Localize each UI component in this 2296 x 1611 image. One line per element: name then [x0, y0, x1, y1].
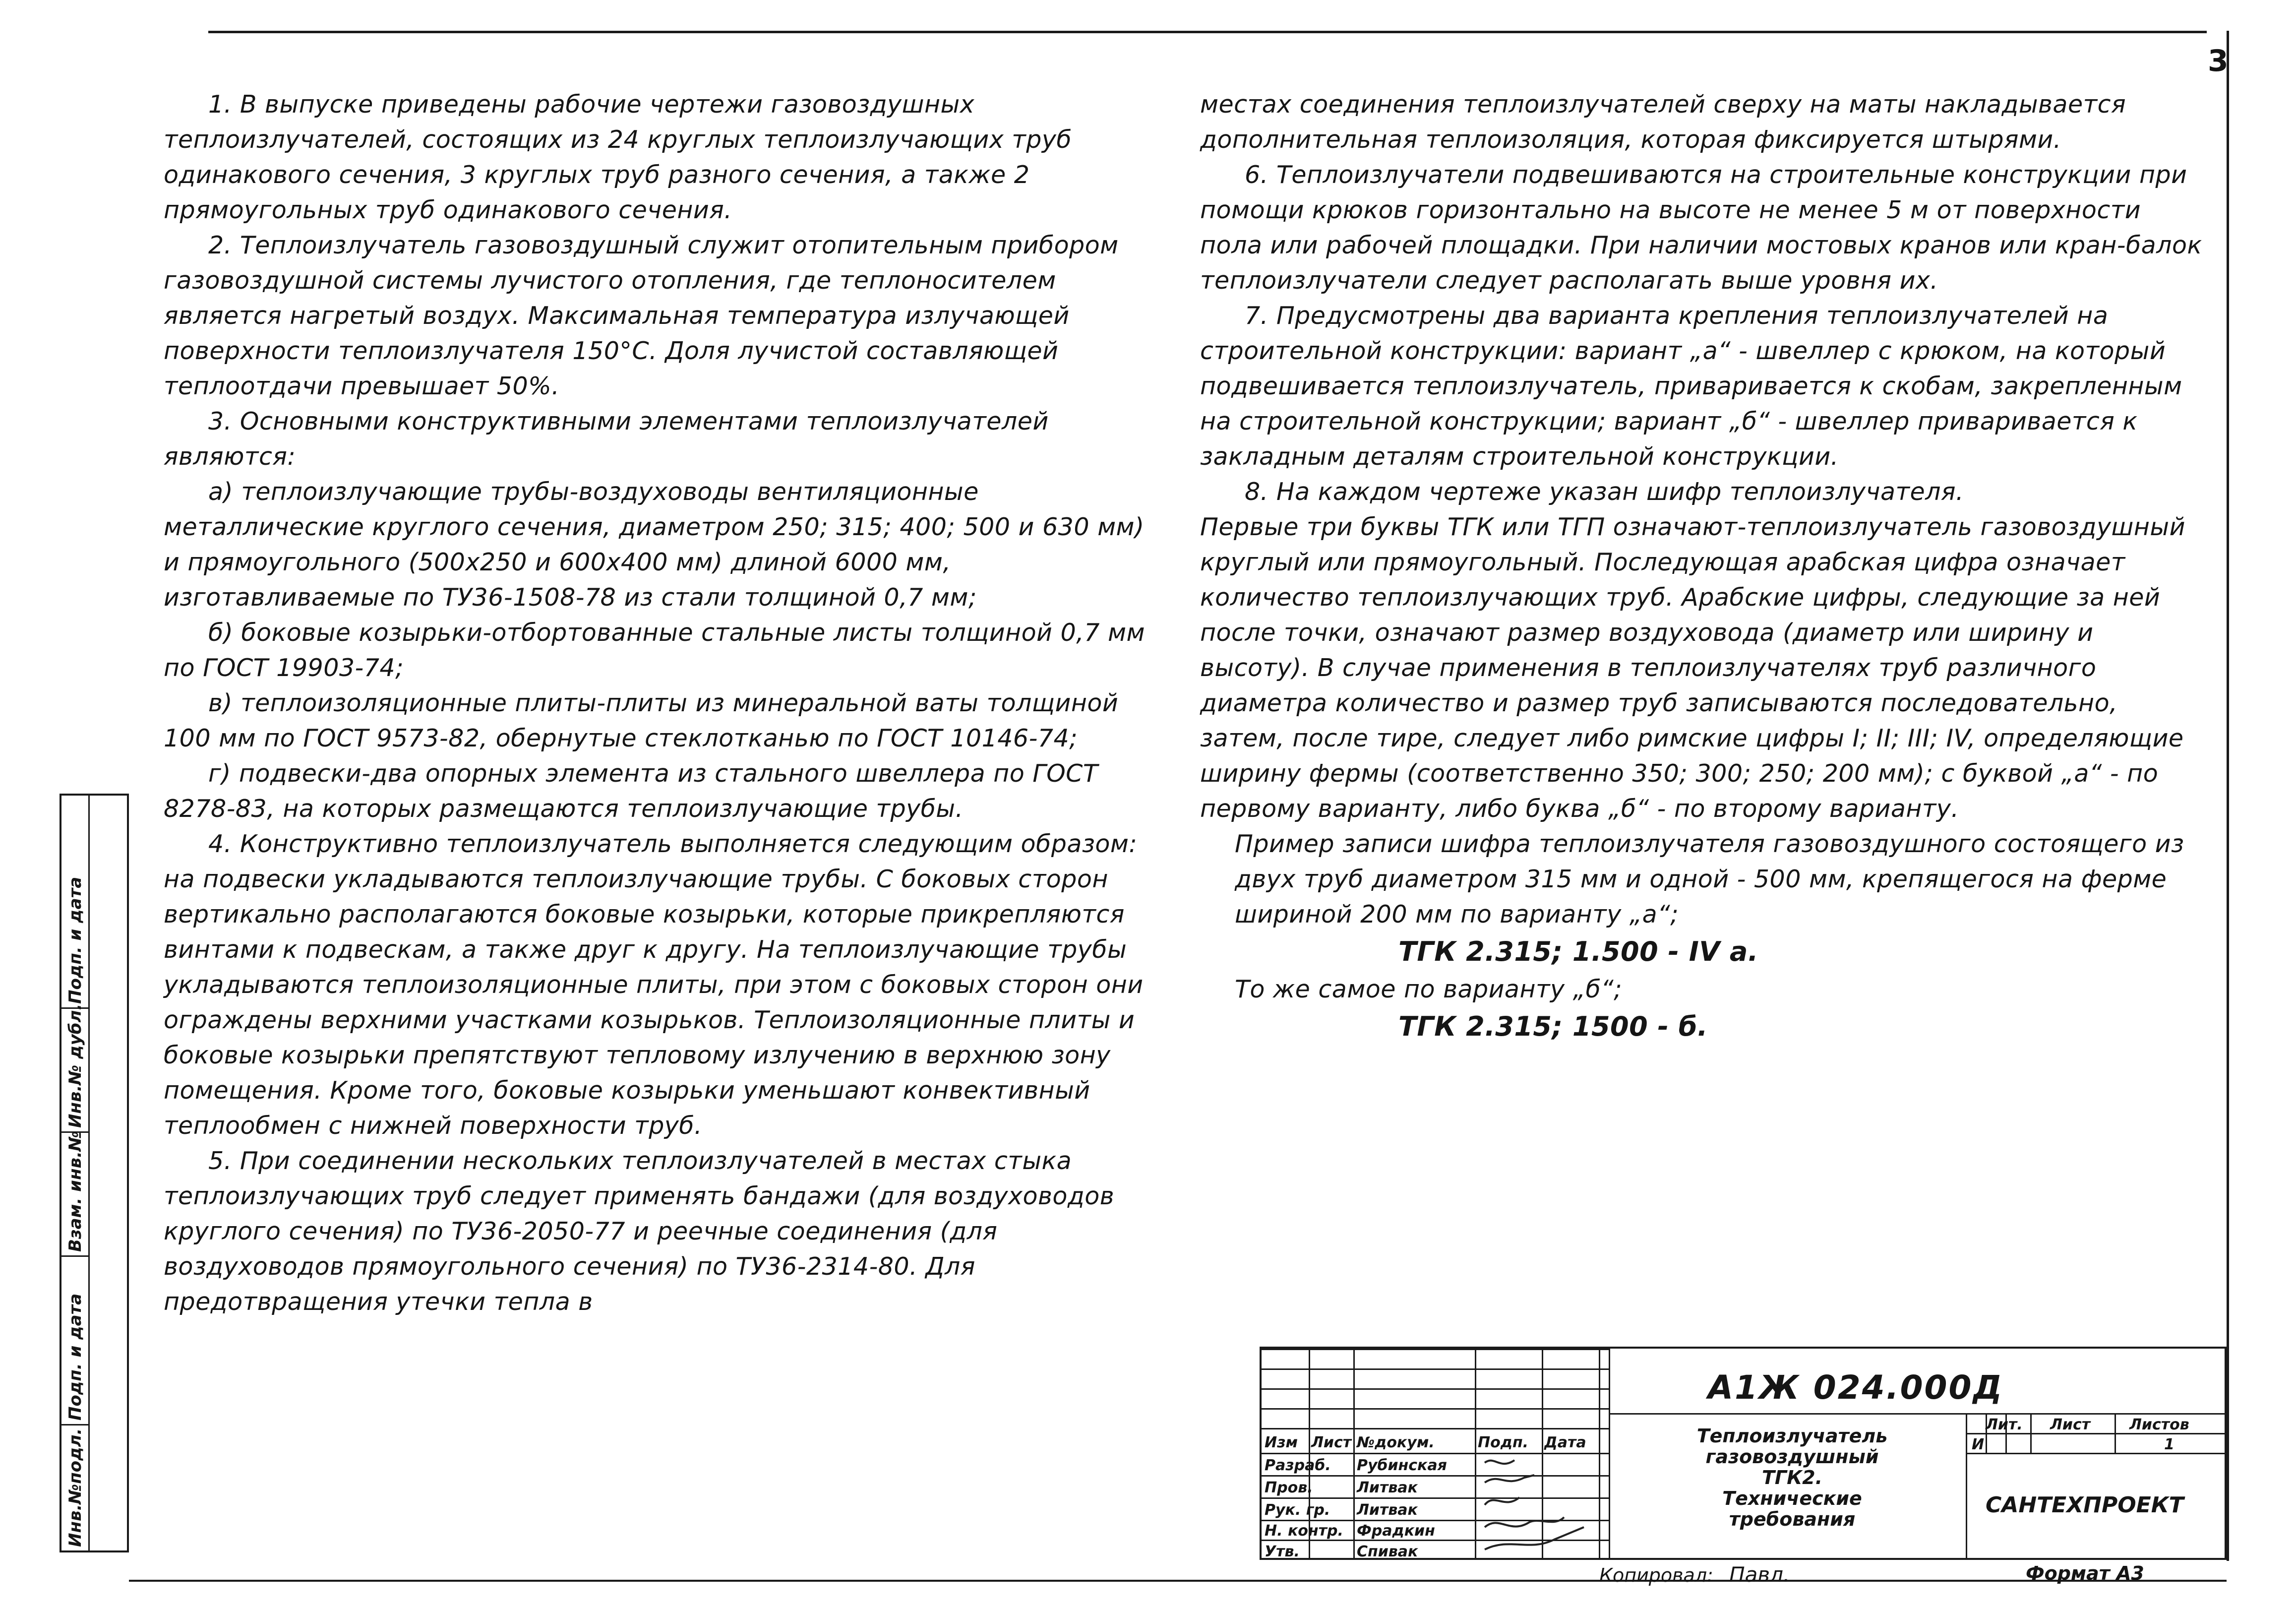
tb-col-line [1599, 1349, 1600, 1558]
tb-row-line [1262, 1349, 1609, 1350]
lit-header: Лит. [1986, 1416, 2023, 1433]
lit-value: И [1972, 1436, 1985, 1453]
role-developer: Разраб. [1265, 1457, 1331, 1474]
copied-by [1599, 1562, 1790, 1587]
example-same: То же самое по варианту „б“; [1235, 975, 1623, 1003]
bottom-border [129, 1580, 2227, 1582]
tb-row-line [1262, 1368, 1609, 1370]
paragraph-3a: а) теплоизлучающие трубы-воздуховоды вентиляционные металлические круглого сечения, диаметром 250; 315; 400; 500 и 630 мм) и прямоугольного (500х250 и 600х400 мм) длиной 6000 мм, изготавливаемые по ТУ36-1508-78 из стали толщиной 0,7 мм; [164, 478, 1145, 612]
paragraph-3c: в) теплоизоляционные плиты-плиты из минеральной ваты толщиной 100 мм по ГОСТ 9573-82, обернутые стеклотканью по ГОСТ 10146-74; [164, 689, 1119, 752]
header-change: Изм [1265, 1434, 1298, 1451]
title-line: требования [1729, 1508, 1856, 1530]
paragraph-6: 6. Теплоизлучатели подвешиваются на строительные конструкции при помощи крюков горизонтально на высоте не менее 5 м от поверхности пола или рабочей площадки. При наличии мостовых кранов или кран-балок теплоизлучатели следует располагать выше уровня их. [1200, 161, 2202, 295]
paragraph-5-continuation: местах соединения теплоизлучателей сверху на маты накладывается дополнительная теплоизоляция, которая фиксируется штырями. [1200, 90, 2126, 154]
header-sheet: Лист [1311, 1434, 1352, 1451]
paragraph-3b: б) боковые козырьки-отбортованные стальные листы толщиной 0,7 мм по ГОСТ 19903-74; [164, 619, 1145, 682]
header-signature: Подп. [1478, 1434, 1529, 1451]
sheet-format: Формат А3 [2026, 1562, 2144, 1584]
right-border [2227, 31, 2229, 1561]
tb-row-line [1262, 1388, 1609, 1390]
name-developer: Рубинская [1357, 1457, 1447, 1474]
document-code: А1Ж 024.000Д [1708, 1368, 2004, 1407]
title-line: Технические [1722, 1487, 1862, 1509]
tb-info-line [1966, 1453, 2227, 1454]
stamp-label-sign-date-2: Подп. и дата [65, 1293, 85, 1421]
tb-row-line [1262, 1428, 1609, 1429]
margin-stamp [60, 794, 129, 1552]
paragraph-4: 4. Конструктивно теплоизлучатель выполняется следующим образом: на подвески укладываются теплоизлучающие трубы. С боковых сторон вертикально располагаются боковые козырьки, которые прикрепляются винтами к подвескам, а также друг к другу. На теплоизлучающие трубы укладываются теплоизоляционные плиты, при этом с боковых сторон они ограждены верхними участками козырьков. Теплоизоляционные плиты и боковые козырьки препятствуют тепловому излучению в верхнюю зону помещения. Кроме того, боковые козырьки уменьшают конвективный теплообмен с нижней поверхности труб. [164, 830, 1144, 1140]
title-line: ТГК2. [1761, 1467, 1823, 1488]
title-block [1260, 1347, 2227, 1560]
title-block-signature-grid [1262, 1349, 1609, 1558]
stamp-label-sign-date-1: Подп. и дата [65, 876, 85, 1004]
paragraph-1: 1. В выпуске приведены рабочие чертежи газовоздушных теплоизлучателей, состоящих из 24 круглых теплоизлучающих труб одинакового сечения, 3 круглых труб разного сечения, а также 2 прямоугольных труб одинакового сечения. [164, 90, 1072, 224]
example-code-b: ТГК 2.315; 1500 - б. [1398, 1011, 1708, 1042]
tb-col-line [1353, 1349, 1355, 1558]
title-line: газовоздушный [1705, 1446, 1879, 1468]
sheets-value: 1 [2164, 1436, 2175, 1453]
sheet-header: Лист [2050, 1416, 2091, 1433]
paragraph-3: 3. Основными конструктивными элементами теплоизлучателей являются: [164, 407, 1049, 471]
header-doc-number: №докум. [1357, 1434, 1435, 1451]
organization-name: САНТЕХПРОЕКТ [1986, 1492, 2184, 1518]
name-norm-control: Фрадкин [1357, 1522, 1435, 1540]
role-norm-control: Н. контр. [1265, 1522, 1343, 1540]
tb-info-col [2115, 1413, 2116, 1453]
tb-row-line [1262, 1408, 1609, 1410]
stamp-label-dup-inv: Инв.№ дубл. [65, 1003, 85, 1128]
right-column [1200, 87, 2207, 1047]
paragraph-5: 5. При соединении нескольких теплоизлучателей в местах стыка теплоизлучающих труб следует применять бандажи (для воздуховодов круглого сечения) по ТУ36-2050-77 и реечные соединения (для воздуховодов прямоугольного сечения) по ТУ36-2314-80. Для предотвращения утечки тепла в [164, 1147, 1115, 1316]
tb-info-left-line [1966, 1413, 1967, 1560]
role-checker: Пров. [1265, 1479, 1313, 1496]
title-block-info [1966, 1413, 2227, 1560]
stamp-label-replace-inv: Взам. инв.№ [65, 1131, 85, 1252]
left-column [164, 87, 1160, 1319]
example-intro: Пример записи шифра теплоизлучателя газовоздушного состоящего из двух труб диаметром 315 мм и одной - 500 мм, крепящегося на ферме шириной 200 мм по варианту „а“; [1235, 830, 2184, 929]
page-number: 3 [2208, 44, 2229, 78]
tb-main-divider [1609, 1349, 1610, 1558]
name-checker: Литвак [1357, 1479, 1418, 1496]
paragraph-7: 7. Предусмотрены два варианта крепления теплоизлучателей на строительной конструкции: вариант „а“ - швеллер с крюком, на который подвешивается теплоизлучатель, приваривается к скобам, закрепленным на строительной конструкции; вариант „б“ - швеллер приваривается к закладным деталям строительной конструкции. [1200, 302, 2182, 471]
tb-col-line [1475, 1349, 1476, 1558]
name-approver: Спивак [1357, 1543, 1418, 1560]
tb-info-col [2030, 1413, 2032, 1453]
name-group-lead: Литвак [1357, 1501, 1418, 1519]
paragraph-8-body: Первые три буквы ТГК или ТГП означают-теплоизлучатель газовоздушный круглый или прямоугольный. Последующая арабская цифра означает количество теплоизлучающих труб. Арабские цифры, следующие за ней после точки, означают размер воздуховода (диаметр или ширину и высоту). В случае применения в теплоизлучателях труб различного диаметра количество и размер труб записываются последовательно, затем, после тире, следует либо римские цифры I; II; III; IV, определяющие ширину фермы (соответственно 350; 300; 250; 200 мм); с буквой „а“ - по первому варианту, либо буква „б“ - по второму варианту. [1200, 513, 2185, 823]
stamp-label-orig-inv: Инв.№подл. [65, 1428, 85, 1547]
paragraph-8-heading: 8. На каждом чертеже указан шифр теплоизлучателя. [1245, 478, 1964, 506]
sheets-header: Листов [2129, 1416, 2189, 1433]
role-group-lead: Рук. гр. [1265, 1501, 1330, 1519]
role-approver: Утв. [1265, 1543, 1300, 1560]
stamp-divider [88, 796, 90, 1550]
paragraph-2: 2. Теплоизлучатель газовоздушный служит отопительным прибором газовоздушной системы лучистого отопления, где теплоносителем является нагретый воздух. Максимальная температура излучающей поверхности теплоизлучателя 150°С. Доля лучистой составляющей теплоотдачи превышает 50%. [164, 231, 1119, 400]
top-border [208, 31, 2207, 33]
copied-label: Копировал: [1599, 1564, 1713, 1586]
copied-signature: Павл. [1729, 1562, 1790, 1587]
signature-marks [1480, 1453, 1599, 1562]
header-date: Дата [1544, 1434, 1586, 1451]
example-code-a: ТГК 2.315; 1.500 - IV а. [1398, 936, 1758, 967]
title-line: Теплоизлучатель [1696, 1425, 1888, 1447]
paragraph-3d: г) подвески-два опорных элемента из стального швеллера по ГОСТ 8278-83, на которых размещаются теплоизлучающие трубы. [164, 759, 1098, 823]
document-title [1624, 1425, 1961, 1530]
